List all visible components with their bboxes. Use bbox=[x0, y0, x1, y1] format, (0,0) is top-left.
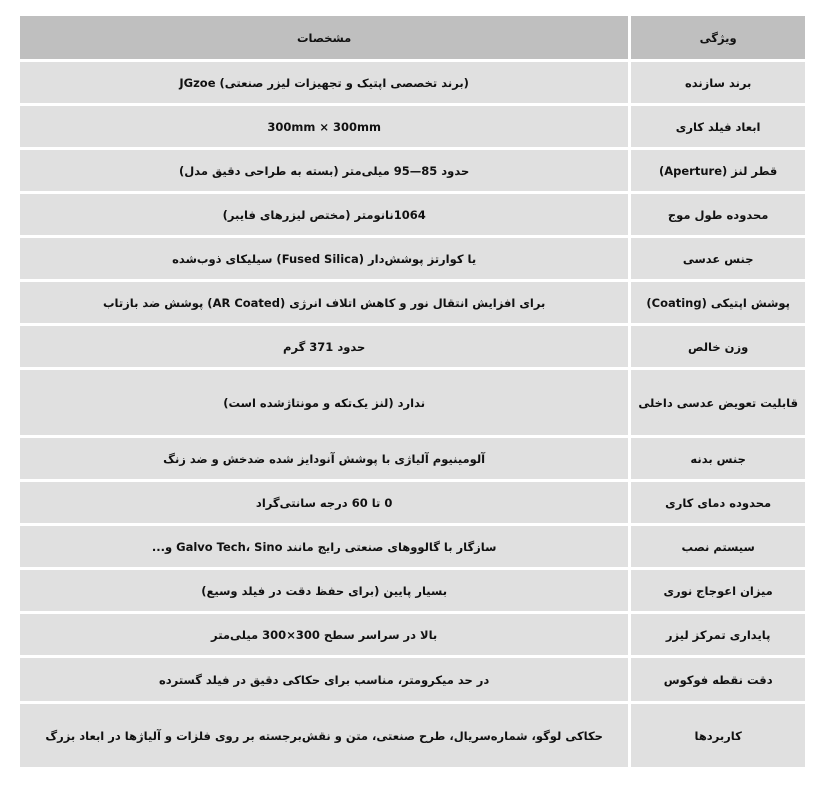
table-row bbox=[19, 703, 807, 769]
table-row bbox=[19, 193, 807, 237]
spec-value: 300mm × 300mm bbox=[19, 105, 630, 149]
table-row bbox=[19, 569, 807, 613]
spec-feature: سیستم نصب bbox=[630, 525, 807, 569]
specifications-table bbox=[17, 13, 808, 770]
table-row bbox=[19, 525, 807, 569]
spec-feature: پایداری تمرکز لیزر bbox=[630, 613, 807, 657]
table-row bbox=[19, 281, 807, 325]
spec-value: یا کوارتز پوشش‌دار (Fused Silica) سیلیکای ذوب‌شده bbox=[19, 237, 630, 281]
spec-feature: دقت نقطه فوکوس bbox=[630, 657, 807, 703]
spec-feature: برند سازنده bbox=[630, 61, 807, 105]
spec-feature: کاربردها bbox=[630, 703, 807, 769]
spec-value: حدود 371 گرم bbox=[19, 325, 630, 369]
table-row bbox=[19, 369, 807, 437]
table-row bbox=[19, 325, 807, 369]
spec-feature: محدوده طول موج bbox=[630, 193, 807, 237]
spec-feature: جنس عدسی bbox=[630, 237, 807, 281]
table-row bbox=[19, 149, 807, 193]
spec-value: حکاکی لوگو، شماره‌سریال، طرح صنعتی، متن و نقش‌برجسته بر روی فلزات و آلیاژها در ابعاد بزرگ bbox=[19, 703, 630, 769]
table-header-row bbox=[19, 15, 807, 61]
spec-feature: (Aperture) قطر لنز bbox=[630, 149, 807, 193]
header-feature: ویژگی bbox=[630, 15, 807, 61]
spec-value: ندارد (لنز یک‌تکه و مونتاژشده است) bbox=[19, 369, 630, 437]
spec-value: (برند تخصصی اپتیک و تجهیزات لیزر صنعتی) JGzoe bbox=[19, 61, 630, 105]
spec-value: برای افزایش انتقال نور و کاهش اتلاف انرژی (AR Coated) پوشش ضد بازتاب bbox=[19, 281, 630, 325]
spec-value: 0 تا 60 درجه سانتی‌گراد bbox=[19, 481, 630, 525]
spec-feature: وزن خالص bbox=[630, 325, 807, 369]
spec-feature: قابلیت تعویض عدسی داخلی bbox=[630, 369, 807, 437]
table-row bbox=[19, 437, 807, 481]
spec-feature: (Coating) پوشش اپتیکی bbox=[630, 281, 807, 325]
spec-value: حدود 85—95 میلی‌متر (بسته به طراحی دقیق مدل) bbox=[19, 149, 630, 193]
table-row bbox=[19, 105, 807, 149]
spec-feature: ابعاد فیلد کاری bbox=[630, 105, 807, 149]
spec-value: 1064نانومتر (مختص لیزرهای فایبر) bbox=[19, 193, 630, 237]
table-row bbox=[19, 61, 807, 105]
table-row bbox=[19, 481, 807, 525]
spec-value: آلومینیوم آلیاژی با پوشش آنودایز شده ضدخش و ضد زنگ bbox=[19, 437, 630, 481]
spec-feature: جنس بدنه bbox=[630, 437, 807, 481]
spec-feature: میزان اعوجاج نوری bbox=[630, 569, 807, 613]
header-specifications: مشخصات bbox=[19, 15, 630, 61]
spec-feature: محدوده دمای کاری bbox=[630, 481, 807, 525]
spec-value: در حد میکرومتر، مناسب برای حکاکی دقیق در فیلد گسترده bbox=[19, 657, 630, 703]
spec-value: بالا در سراسر سطح 300×300 میلی‌متر bbox=[19, 613, 630, 657]
spec-value: بسیار پایین (برای حفظ دقت در فیلد وسیع) bbox=[19, 569, 630, 613]
table-row bbox=[19, 613, 807, 657]
spec-value: سازگار با گالووهای صنعتی رایج مانند Galvo Tech، Sino و... bbox=[19, 525, 630, 569]
table-row bbox=[19, 657, 807, 703]
table-row bbox=[19, 237, 807, 281]
